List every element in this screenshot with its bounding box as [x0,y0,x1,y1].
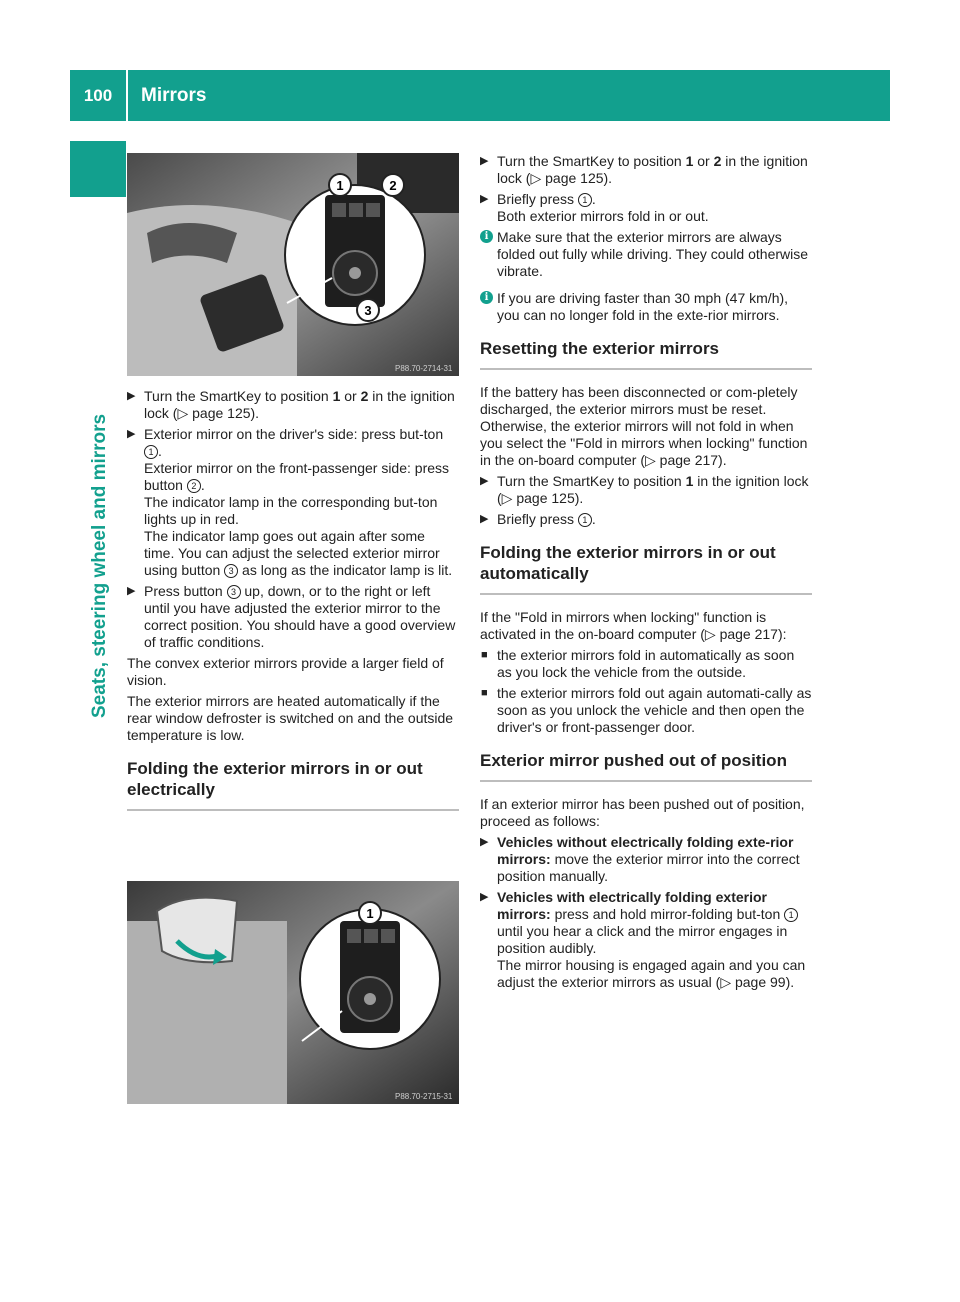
step-arrow-icon: ▶ [480,475,489,487]
chapter-label [85,413,115,720]
callout-ref: 2 [187,479,201,493]
step: ▶ Turn the SmartKey to position 1 in the ignition lock (▷ page 125). [480,473,809,506]
svg-text:3: 3 [364,303,372,318]
step-arrow-icon: ▶ [127,390,136,402]
bullet-icon: ■ [481,687,488,699]
step-arrow-icon: ▶ [480,155,489,167]
page-ref-icon: ▷ [530,170,542,186]
callout-ref: 1 [144,445,158,459]
callout-ref: 1 [578,193,592,207]
step: ▶ Vehicles without electrically folding exte-rior mirrors: move the exterior mirror into the correct position manually. [480,834,800,884]
heading-resetting: Resetting the exterior mirrors [480,338,812,370]
paragraph: If the battery has been disconnected or com-pletely discharged, the exterior mirrors must be reset. Otherwise, the exterior mirrors will not fold in when you select the "Fold in mirrors when locking" function in the on-board computer (▷ page 217). [480,384,808,468]
paragraph: If the "Fold in mirrors when locking" function is activated in the on-board computer (▷ page 217): [480,609,787,642]
figure-code: P88.70-2714-31 [395,364,453,373]
step: ▶ Briefly press 1 . Both exterior mirrors fold in or out. [480,191,709,224]
paragraph: The exterior mirrors are heated automatically if the rear window defroster is switched on and the outside temperature is low. [127,693,454,743]
info-note: i If you are driving faster than 30 mph (47 km/h), you can no longer fold in the exte-rior mirrors. [480,290,812,324]
step-arrow-icon: ▶ [480,891,489,903]
callout-ref: 3 [227,585,241,599]
callout-3 [357,299,379,321]
figure-mirror-fold-button [127,881,459,1104]
info-icon: i [480,230,493,243]
svg-text:2: 2 [389,178,397,193]
page-ref-icon: ▷ [644,452,656,468]
step-arrow-icon: ▶ [127,585,136,597]
bullet-icon: ■ [481,649,488,661]
page-ref-icon: ▷ [177,405,189,421]
figure-code: P88.70-2715-31 [395,1092,453,1101]
step-arrow-icon: ▶ [480,513,489,525]
callout-ref: 1 [578,513,592,527]
list-item: ■ the exterior mirrors fold out again automati-cally as soon as you unlock the vehicle and then open the driver's or front-passenger door. [481,685,812,735]
step: ▶ Exterior mirror on the driver's side: press but-ton 1 . Exterior mirror on the front-passenger side: press button 2 . The indicator lamp in the corresponding but-ton lights up in red. The indicator lamp goes out again after some time. You can adjust the selected exterior mirror using button 3 as long as the indicator lamp is lit. [127,426,453,578]
page-ref-icon: ▷ [720,974,732,990]
step: ▶ Briefly press 1 . [480,511,596,527]
step: ▶ Press button 3 up, down, or to the right or left until you have adjusted the exterior mirror to the correct position. You should have a good overview of traffic conditions. [127,583,456,650]
step: ▶ Turn the SmartKey to position 1 or 2 in the ignition lock (▷ page 125). [480,153,808,186]
callout-1 [359,902,381,924]
step: ▶ Vehicles with electrically folding exterior mirrors: press and hold mirror-folding but-ton 1 until you hear a click and the mirror engages in position audibly. The mirror housing is engaged again and you can adjust the exterior mirrors as usual (▷ page 99). [480,889,806,990]
step-arrow-icon: ▶ [480,836,489,848]
heading-fold-electrically: Folding the exterior mirrors in or out electrically [127,758,459,811]
list-item: ■ the exterior mirrors fold in automatically as soon as you lock the vehicle from the outside. [481,647,795,680]
step: ▶ Turn the SmartKey to position 1 or 2 in the ignition lock (▷ page 125). [127,388,455,421]
left-column [127,388,459,825]
svg-text:1: 1 [336,178,344,193]
right-column [480,153,812,995]
step-arrow-icon: ▶ [480,193,489,205]
paragraph: The convex exterior mirrors provide a larger field of vision. [127,655,444,688]
paragraph: If an exterior mirror has been pushed out of position, proceed as follows: [480,796,805,829]
step-arrow-icon: ▶ [127,428,136,440]
page-ref-icon: ▷ [501,490,513,506]
chapter-label-text: Seats, steering wheel and mirrors [89,413,110,718]
info-icon: i [480,291,493,304]
chapter-tab [70,141,126,197]
page-ref-icon: ▷ [704,626,716,642]
callout-2 [382,174,404,196]
info-note: i Make sure that the exterior mirrors are always folded out fully while driving. They could otherwise vibrate. [480,229,812,280]
callout-ref: 3 [224,564,238,578]
heading-pushed-out: Exterior mirror pushed out of position [480,750,812,782]
header-divider [126,70,128,121]
page-number: 100 [83,85,113,105]
page-title: Mirrors [141,84,207,106]
svg-text:1: 1 [366,906,374,921]
heading-fold-automatically: Folding the exterior mirrors in or out automatically [480,542,812,595]
callout-1 [329,174,351,196]
callout-ref: 1 [784,908,798,922]
figure-mirror-switch-panel [127,153,459,376]
